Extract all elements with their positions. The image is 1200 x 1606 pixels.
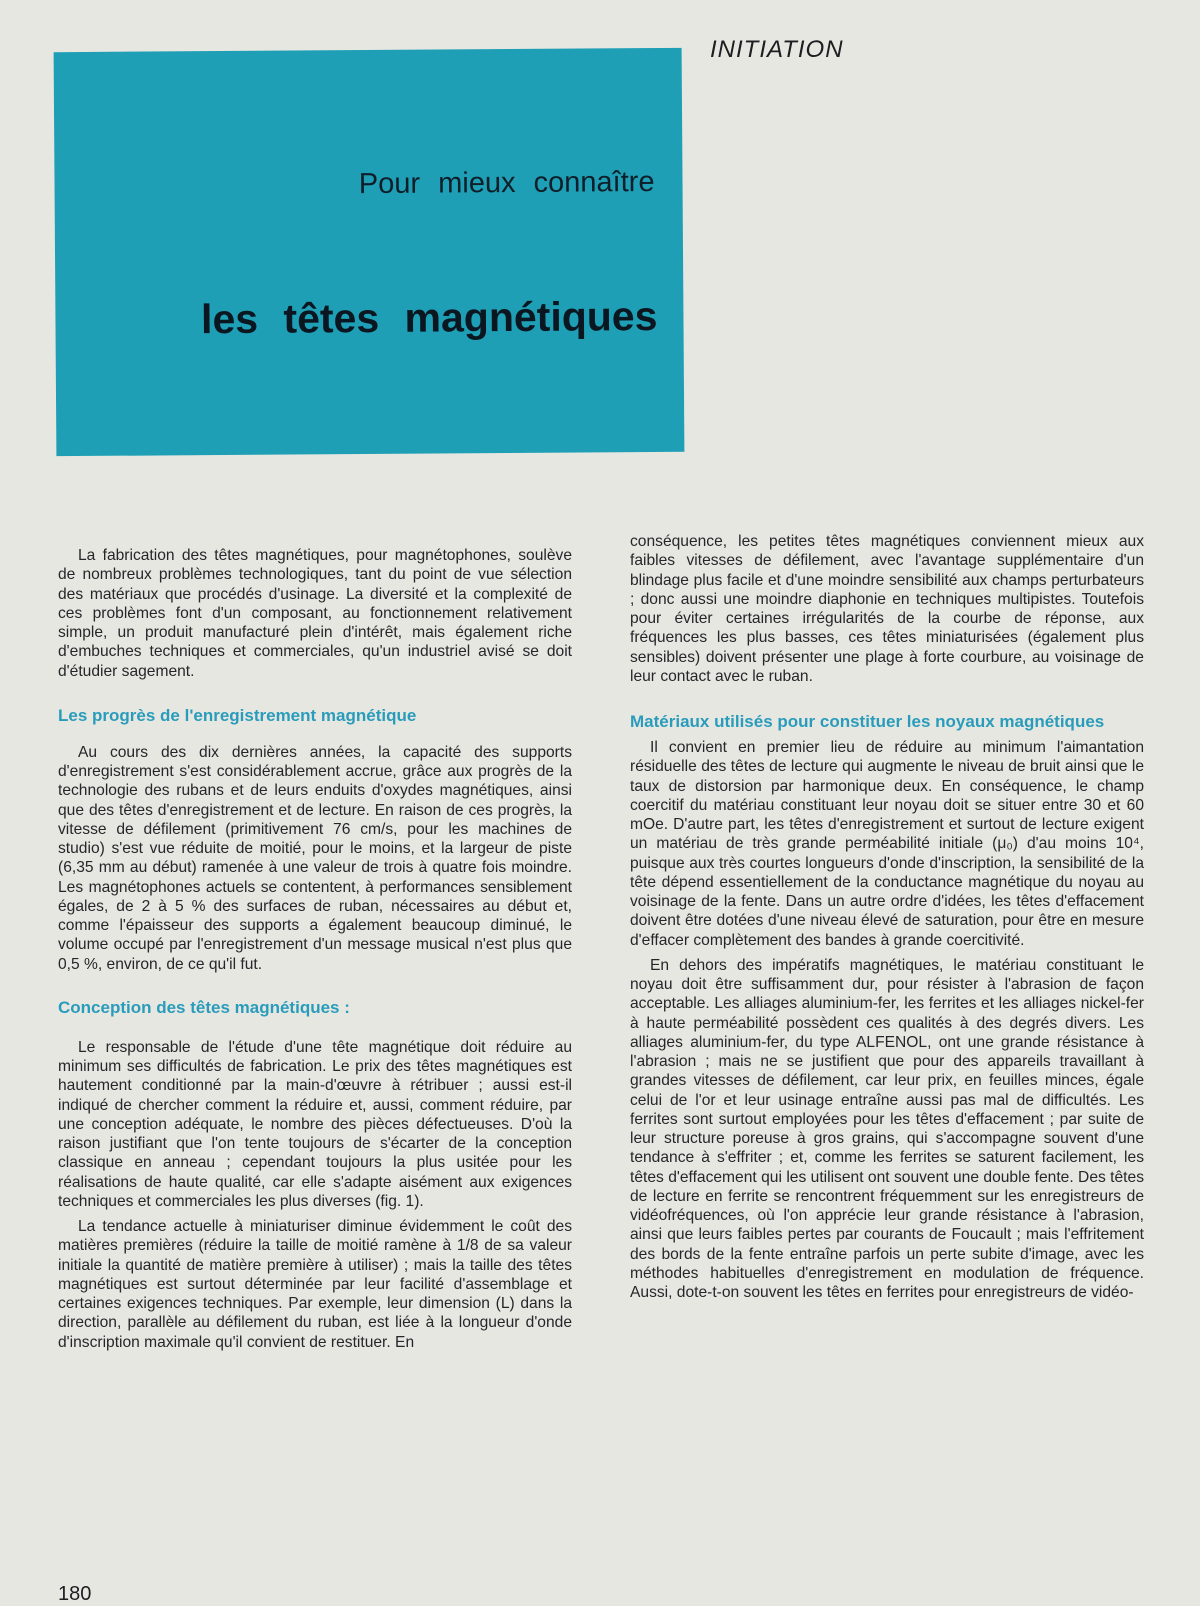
paragraph-continuation: conséquence, les petites têtes magnétiques conviennent mieux aux faibles vitesses de défilement, avec l'avantage supplémentaire d'un blindage plus facile et d'une moindre sensibilité aux champs perturbateurs ; donc aussi une moindre diaphonie en techniques multipistes. Toutefois pour éviter certaines irrégularités de la courbe de réponse, aux fréquences les plus basses, ces têtes miniaturisées (également plus sensibles) doivent présenter une plage à forte courbure, au voisinage de leur contact avec le ruban. — [630, 533, 1144, 685]
right-column — [630, 532, 1144, 1302]
paragraph-materiaux-2: En dehors des impératifs magnétiques, le matériau constituant le noyau doit être suffisamment dur, pour résister à l'abrasion de façon acceptable. Les alliages aluminium-fer, les ferrites et les alliages nickel-fer à haute perméabilité possèdent ces qualités à des degrés divers. Les alliages aluminium-fer, du type ALFENOL, ont une grande résistance à l'abrasion ; mais ne se justifient que pour des appareils travaillant à grandes vitesses de défilement, car leur prix, en feuilles minces, égale celui de l'or et leur usinage entraîne aussi pas mal de difficultés. Les ferrites sont surtout employées pour les têtes d'effacement ; par suite de leur structure poreuse à gros grains, qui s'accompagne souvent d'une tendance à s'effriter ; et, comme les ferrites se saturent facilement, les têtes d'effacement qui les utilisent ont souvent une double fente. Des têtes de lecture en ferrite se rencontrent fréquemment sur les enregistreurs de vidéofréquences, où l'on apprécie leur grande résistance à l'abrasion, ainsi que leurs faibles pertes par courants de Foucault ; mais l'effritement des bords de la fente entraîne parfois un perte subite d'image, avec les méthodes habituelles d'enregistrement en modulation de fréquence. Aussi, dote-t-on souvent les têtes en ferrites pour enregistreurs de vidéo- — [630, 956, 1144, 1301]
paragraph-conception-2: La tendance actuelle à miniaturiser diminue évidemment le coût des matières premières (réduire la taille de moitié ramène à 1/8 de sa valeur initiale la quantité de matière première à utiliser) ; mais la taille des têtes magnétiques est surtout déterminée par leur facilité d'assemblage et certaines exigences techniques. Par exemple, leur dimension (L) dans la direction, parallèle au défilement du ruban, est liée à la longueur d'onde d'inscription maximale qu'il convient de restituer. En — [58, 1218, 572, 1351]
title-box — [54, 48, 685, 456]
section-label: INITIATION — [710, 36, 844, 63]
paragraph-materiaux-1: Il convient en premier lieu de réduire au minimum l'aimantation résiduelle des têtes de lecture qui augmente le niveau de bruit ainsi que le taux de distorsion par harmonique deux. En conséquence, le champ coercitif du matériau constituant leur noyau doit se situer entre 30 et 60 mOe. D'autre part, les têtes d'enregistrement et surtout de lecture exigent un matériau de très grande perméabilité initiale (μ₀) d'au moins 10⁴, puisque aux très courtes longueurs d'onde d'inscription, la sensibilité de la tête dépend essentiellement de la conductance magnétique du noyau au voisinage de la fente. Dans un autre ordre d'idées, les têtes d'effacement doivent être dotées d'une niveau élevé de saturation, pour être en mesure d'effacer complètement des bandes à grande coercitivité. — [630, 739, 1144, 949]
left-column — [58, 546, 572, 1352]
article-title: les têtes magnétiques — [200, 292, 658, 343]
heading-conception: Conception des têtes magnétiques : — [58, 997, 350, 1017]
page-number: 180 — [58, 1583, 92, 1605]
paragraph-progres: Au cours des dix dernières années, la capacité des supports d'enregistrement s'est considérablement accrue, grâce aux progrès de la technologie des rubans et de leurs enduits d'oxydes magnétiques, ainsi que des têtes d'enregistrement et de lecture. En raison de ces progrès, la vitesse de défilement (primitivement 76 cm/s, pour les machines de studio) s'est vue réduite de moitié, pour le moins, et la largeur de piste (6,35 mm au début) ramenée à une valeur de trois à quatre fois moindre. Les magnétophones actuels se contentent, à performances sensiblement égales, de 2 à 5 % des surfaces de ruban, nécessaires au début et, comme l'épaisseur des supports a également beaucoup diminué, le volume occupé par l'enregistrement d'un message musical n'est plus que 0,5 %, environ, de ce qu'il fut. — [58, 743, 572, 973]
article-subtitle: Pour mieux connaître — [358, 166, 655, 201]
heading-materiaux: Matériaux utilisés pour constituer les noyaux magnétiques — [630, 712, 1105, 731]
intro-paragraph: La fabrication des têtes magnétiques, pour magnétophones, soulève de nombreux problèmes technologiques, tant du point de vue sélection des matériaux que procédés d'usinage. La diversité et la complexité de ces problèmes font d'un composant, au fonctionnement relativement simple, un produit manufacturé plein d'intérêt, mais également riche d'embuches techniques et commerciales, qu'un industriel avisé se doit d'étudier sagement. — [58, 547, 572, 680]
heading-progres: Les progrès de l'enregistrement magnétique — [58, 705, 417, 725]
paragraph-conception-1: Le responsable de l'étude d'une tête magnétique doit réduire au minimum ses difficultés de fabrication. Le prix des têtes magnétiques est hautement conditionné par la main-d'œuvre à rétribuer ; aussi est-il indiqué de chercher comment la réduire et, aussi, comment réduire, par une conception adéquate, le nombre des pièces défectueuses. D'où la raison justifiant que l'on tente toujours de s'écarter de la conception classique en anneau ; cependant toujours la plus usitée pour les réalisations de haute qualité, car elle s'adapte aisément aux exigences techniques et commerciales les plus diverses (fig. 1). — [58, 1038, 572, 1210]
